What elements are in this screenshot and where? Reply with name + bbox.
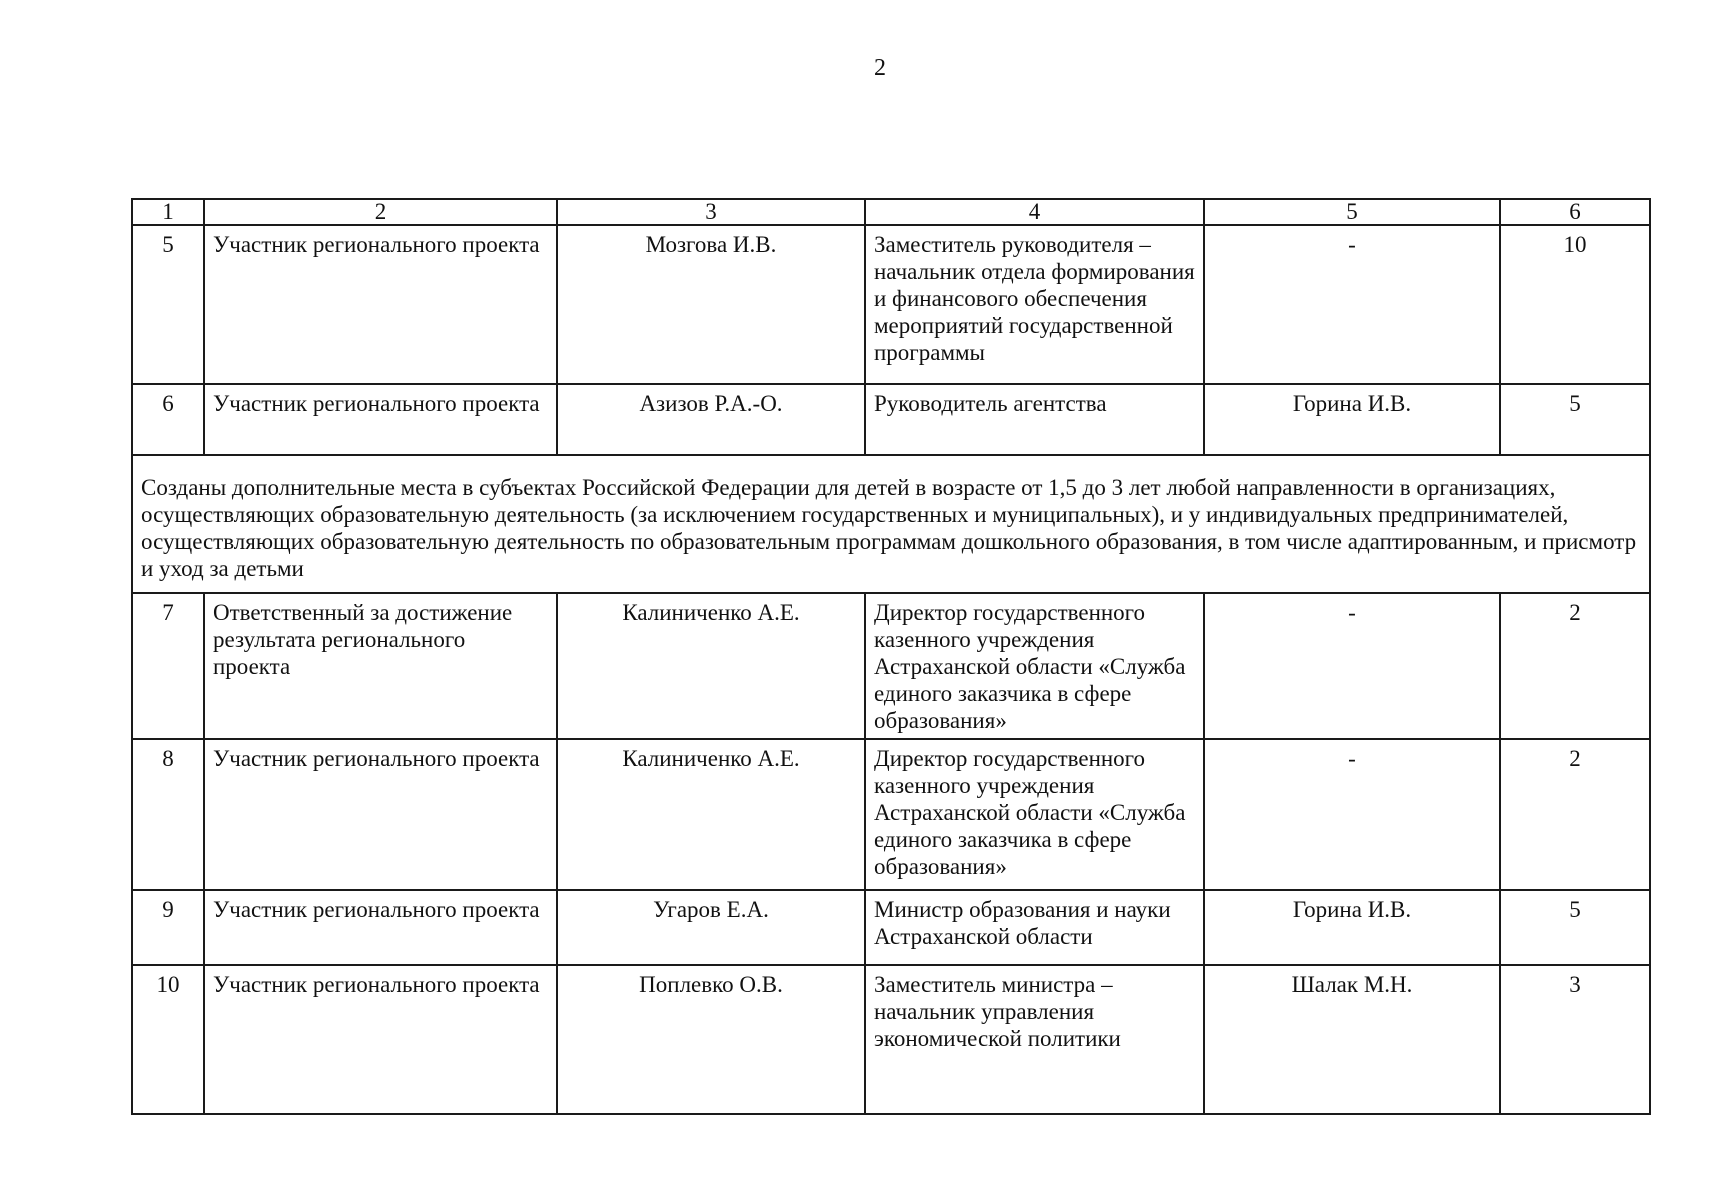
section-heading: Созданы дополнительные места в субъектах Российской Федерации для детей в возрасте от 1,5 до 3 лет любой направленности в организациях, осуществляющих образовательную деятельность (за исключением государственных и муниципальных), и у индивидуальных предпринимателей, осуществляющих образовательную деятельность по образовательным программам дошкольного образования, в том числе адаптированным, и присмотр и уход за детьми bbox=[132, 455, 1650, 593]
participant-role: Участник регионального проекта bbox=[204, 225, 557, 384]
direct-supervisor: Шалак М.Н. bbox=[1204, 965, 1500, 1114]
workload-share: 5 bbox=[1500, 384, 1650, 455]
row-number: 5 bbox=[132, 225, 204, 384]
participant-position: Заместитель министра – начальник управления экономической политики bbox=[865, 965, 1204, 1114]
workload-share: 5 bbox=[1500, 890, 1650, 965]
section-heading-row bbox=[132, 455, 1650, 593]
row-number: 6 bbox=[132, 384, 204, 455]
participant-name: Калиниченко А.Е. bbox=[557, 593, 865, 739]
row-number: 7 bbox=[132, 593, 204, 739]
participant-position: Директор государственного казенного учреждения Астраханской области «Служба единого заказчика в сфере образования» bbox=[865, 593, 1204, 739]
participant-position: Министр образования и науки Астраханской области bbox=[865, 890, 1204, 965]
column-number-row bbox=[132, 199, 1650, 225]
participant-role: Участник регионального проекта bbox=[204, 384, 557, 455]
project-participants-table bbox=[131, 198, 1651, 1115]
table-row bbox=[132, 384, 1650, 455]
column-number-4: 4 bbox=[865, 199, 1204, 225]
column-number-2: 2 bbox=[204, 199, 557, 225]
participant-name: Мозгова И.В. bbox=[557, 225, 865, 384]
direct-supervisor: - bbox=[1204, 225, 1500, 384]
participant-name: Поплевко О.В. bbox=[557, 965, 865, 1114]
table-row bbox=[132, 965, 1650, 1114]
table-row bbox=[132, 593, 1650, 739]
table-row bbox=[132, 225, 1650, 384]
participant-position: Руководитель агентства bbox=[865, 384, 1204, 455]
direct-supervisor: - bbox=[1204, 739, 1500, 890]
direct-supervisor: - bbox=[1204, 593, 1500, 739]
workload-share: 2 bbox=[1500, 593, 1650, 739]
column-number-3: 3 bbox=[557, 199, 865, 225]
table-row bbox=[132, 890, 1650, 965]
workload-share: 10 bbox=[1500, 225, 1650, 384]
workload-share: 3 bbox=[1500, 965, 1650, 1114]
column-number-6: 6 bbox=[1500, 199, 1650, 225]
row-number: 10 bbox=[132, 965, 204, 1114]
row-number: 9 bbox=[132, 890, 204, 965]
participant-role: Участник регионального проекта bbox=[204, 965, 557, 1114]
table-row bbox=[132, 739, 1650, 890]
page-number: 2 bbox=[874, 55, 886, 81]
column-number-5: 5 bbox=[1204, 199, 1500, 225]
participant-name: Калиниченко А.Е. bbox=[557, 739, 865, 890]
participant-role: Ответственный за достижение результата регионального проекта bbox=[204, 593, 557, 739]
direct-supervisor: Горина И.В. bbox=[1204, 890, 1500, 965]
participant-name: Азизов Р.А.-О. bbox=[557, 384, 865, 455]
participant-role: Участник регионального проекта bbox=[204, 739, 557, 890]
workload-share: 2 bbox=[1500, 739, 1650, 890]
column-number-1: 1 bbox=[132, 199, 204, 225]
participant-position: Заместитель руководителя – начальник отдела формирования и финансового обеспечения мероприятий государственной программы bbox=[865, 225, 1204, 384]
participant-name: Угаров Е.А. bbox=[557, 890, 865, 965]
direct-supervisor: Горина И.В. bbox=[1204, 384, 1500, 455]
row-number: 8 bbox=[132, 739, 204, 890]
participant-position: Директор государственного казенного учреждения Астраханской области «Служба единого заказчика в сфере образования» bbox=[865, 739, 1204, 890]
participant-role: Участник регионального проекта bbox=[204, 890, 557, 965]
